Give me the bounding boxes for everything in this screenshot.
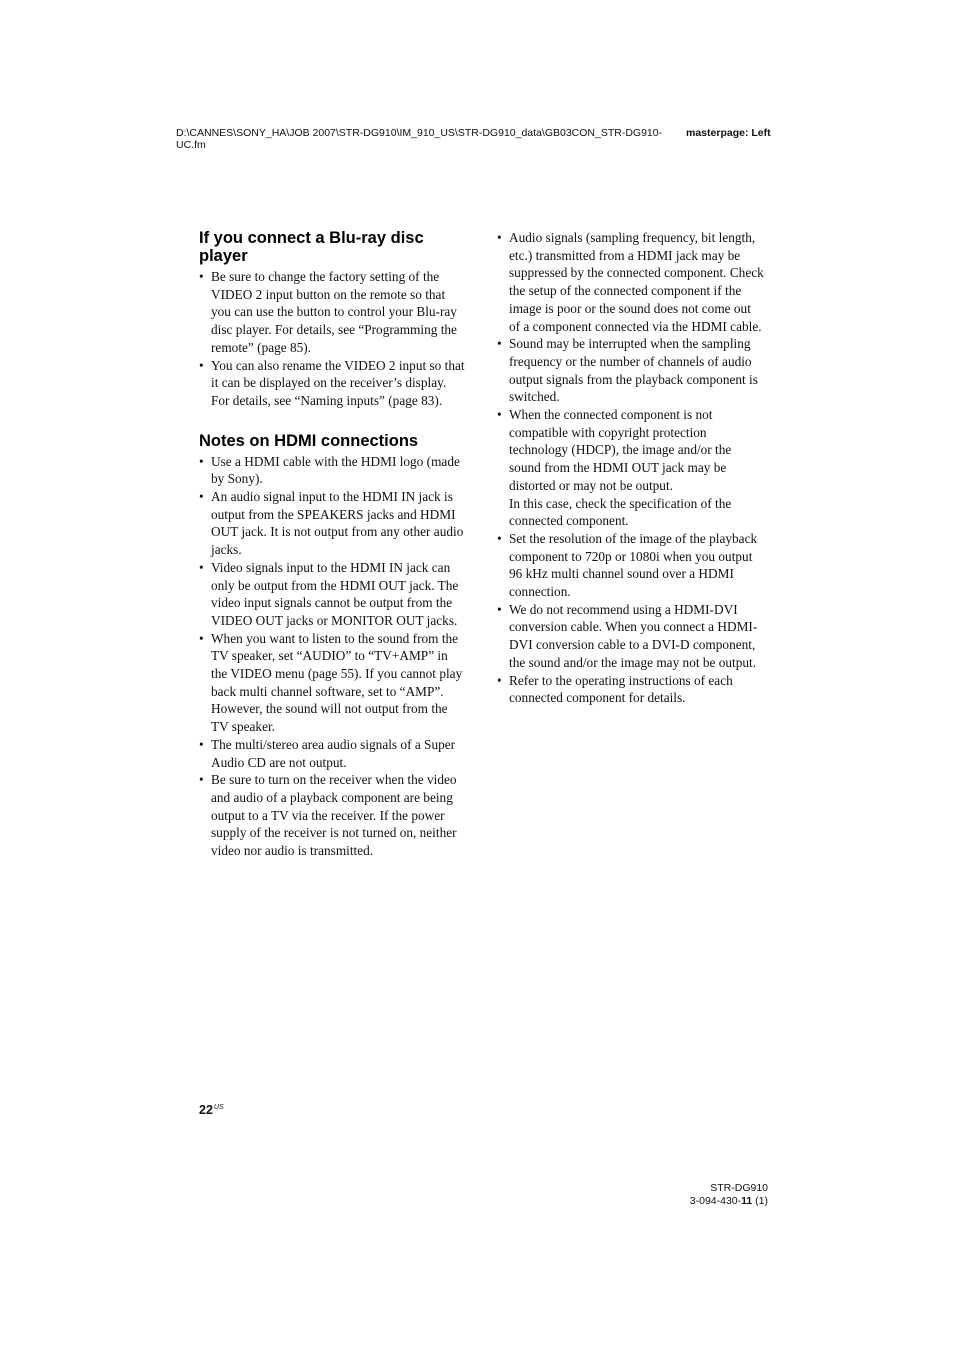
section-heading-blu-ray: If you connect a Blu-ray disc player <box>199 229 424 265</box>
bullet-icon: • <box>199 559 204 575</box>
list-item: • Refer to the operating instructions of each connected component for details. <box>497 672 733 706</box>
list-item: • Video signals input to the HDMI IN jack can only be output from the HDMI OUT jack. The video input signals cannot be output from the VIDEO OUT jacks or MONITOR OUT jacks. <box>199 559 459 628</box>
page-region-suffix: US <box>213 1104 224 1111</box>
hdmi-notes-list <box>199 453 467 860</box>
list-item: • Be sure to turn on the receiver when the video and audio of a playback component are being output to a TV via the receiver. If the power supply of the receiver is not turned on, neither video nor audio is transmitted. <box>199 772 457 859</box>
blu-ray-list <box>199 268 467 410</box>
bullet-icon: • <box>199 357 204 373</box>
document-code: 3-094-430-11 (1) <box>689 1195 768 1207</box>
list-item: • The multi/stereo area audio signals of a Super Audio CD are not output. <box>199 736 456 770</box>
list-item: • You can also rename the VIDEO 2 input so that it can be displayed on the receiver’s display. For details, see “Naming inputs” (page 83). <box>199 357 465 408</box>
bullet-icon: • <box>199 489 204 505</box>
section-heading-hdmi-notes: Notes on HDMI connections <box>199 431 419 450</box>
hdmi-notes-list-continued <box>497 229 765 707</box>
bullet-icon: • <box>199 269 204 284</box>
bullet-icon: • <box>199 453 204 469</box>
bullet-icon: • <box>199 736 204 752</box>
list-item: • An audio signal input to the HDMI IN jack is output from the SPEAKERS jacks and HDMI OUT jack. It is not output from any other audio jacks. <box>199 489 464 558</box>
bullet-icon: • <box>497 601 502 617</box>
model-number: STR-DG910 <box>710 1182 768 1194</box>
list-item: • Audio signals (sampling frequency, bit length, etc.) transmitted from a HDMI jack may be suppressed by the connected component. Check the setup of the connected component if the image is poor or the sound does not come out of a component connected via the HDMI cable. <box>497 230 764 334</box>
list-item: • Set the resolution of the image of the playback component to 720p or 1080i when you output 96 kHz multi channel sound over a HDMI connection. <box>497 530 758 600</box>
list-item: • Sound may be interrupted when the sampling frequency or the number of channels of audio output signals from the playback component is switched. <box>497 336 758 405</box>
bullet-icon: • <box>497 336 502 352</box>
continuation-text: In this case, check the specification of the connected component. <box>509 495 732 529</box>
bullet-icon: • <box>497 407 502 423</box>
list-item: • When the connected component is not compatible with copyright protection technology (HDCP), the image and/or the sound from the HDMI OUT jack may be distorted or may not be output. In this case, check the specification of the connected component. <box>497 406 765 530</box>
bullet-icon: • <box>497 530 502 546</box>
bullet-icon: • <box>199 772 204 788</box>
right-column <box>497 229 765 707</box>
bullet-icon: • <box>199 630 204 646</box>
list-item: • Be sure to change the factory setting of the VIDEO 2 input button on the remote so that you can use the button to control your Blu-ray disc player. For details, see “Programming the remote” (page 85). <box>199 269 457 355</box>
list-item: • We do not recommend using a HDMI-DVI conversion cable. When you connect a HDMI-DVI conversion cable to a DVI-D component, the sound and/or the image may not be output. <box>497 601 758 670</box>
page-number: $22^{US}$ <box>199 1103 224 1117</box>
list-item: • Use a HDMI cable with the HDMI logo (made by Sony). <box>199 453 460 487</box>
file-path-header: D:\CANNES\SONY_HA\JOB 2007\STR-DG910\IM_910_US\STR-DG910_data\GB03CON_STR-DG910-UC.fm <box>176 127 663 151</box>
bullet-icon: • <box>497 672 502 688</box>
left-column <box>199 229 467 860</box>
list-item: • When you want to listen to the sound from the TV speaker, set “AUDIO” to “TV+AMP” in the VIDEO menu (page 55). If you cannot play back multi channel software, set to “AMP”. However, the sound will not output from the TV speaker. <box>199 630 463 735</box>
bullet-icon: • <box>497 230 502 245</box>
masterpage-label: masterpage: Left <box>686 127 771 139</box>
footer-code <box>690 1182 768 1208</box>
